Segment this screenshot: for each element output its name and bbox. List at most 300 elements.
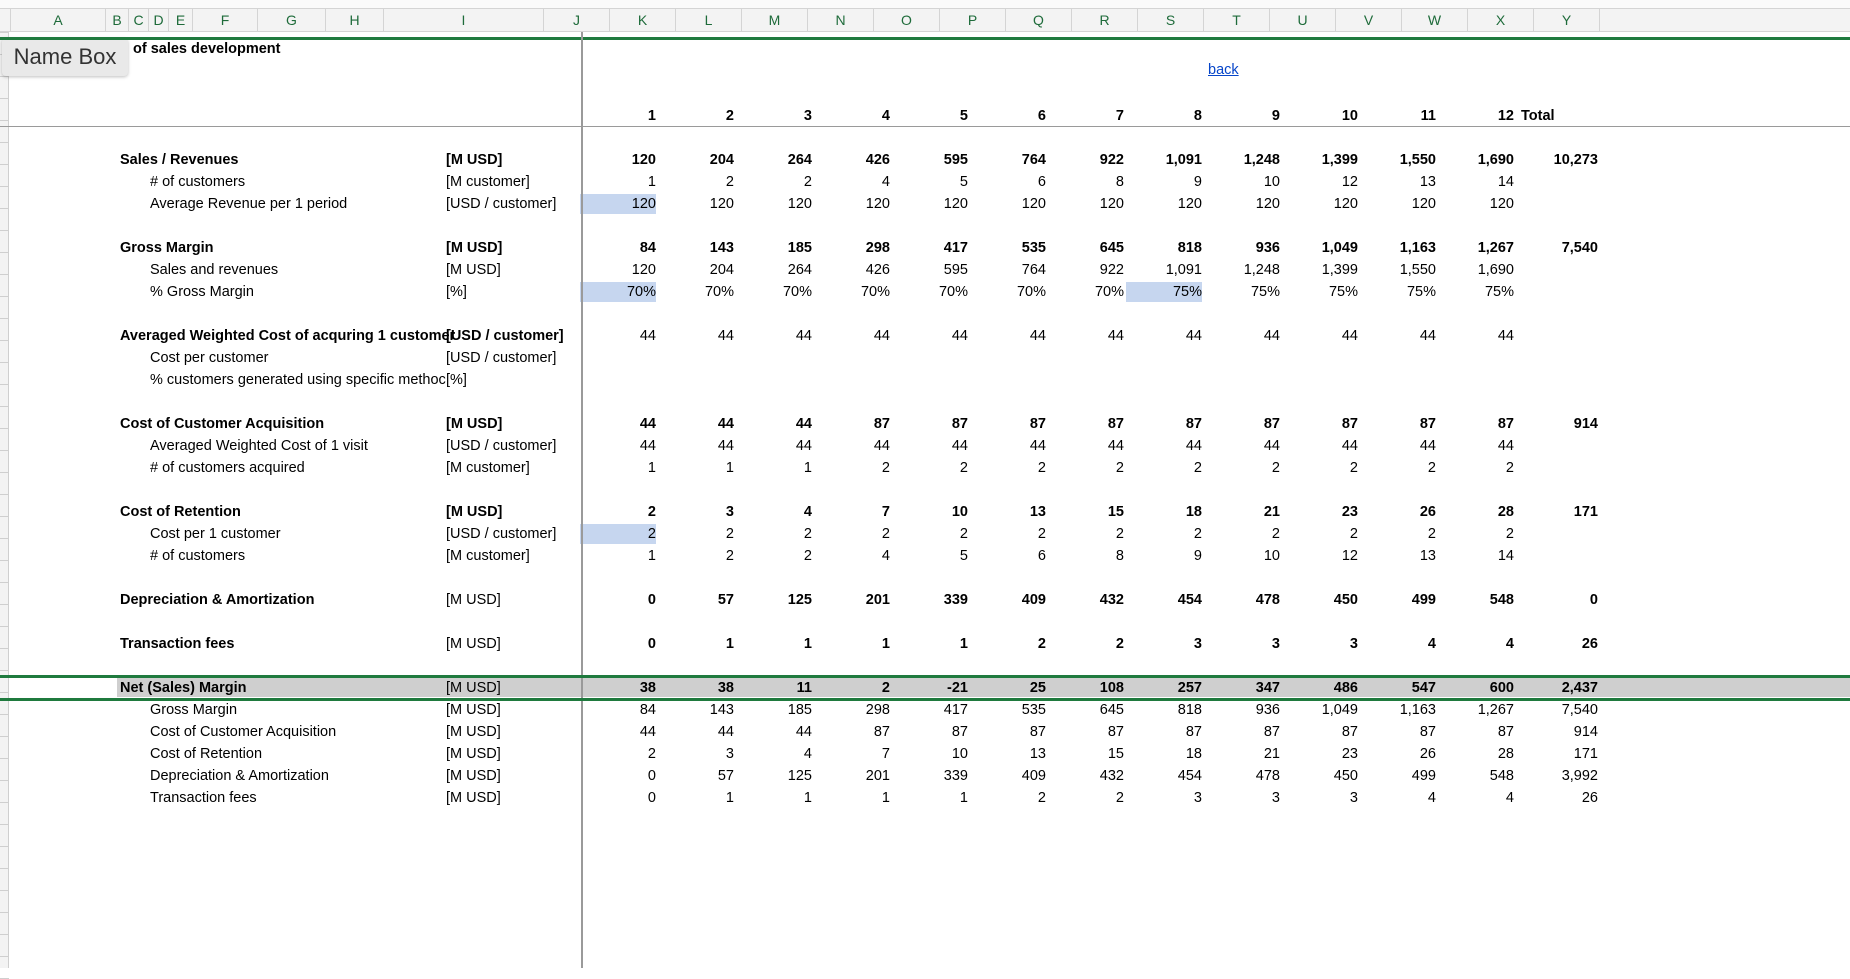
- value-cell[interactable]: 1,248: [1243, 262, 1280, 278]
- value-cell[interactable]: 1: [803, 636, 812, 652]
- value-cell[interactable]: 1,267: [1477, 702, 1514, 718]
- value-cell[interactable]: 44: [1185, 328, 1202, 344]
- value-cell[interactable]: 143: [709, 240, 734, 256]
- value-cell[interactable]: 201: [865, 592, 890, 608]
- value-cell[interactable]: 57: [717, 592, 734, 608]
- value-cell[interactable]: 44: [1107, 328, 1124, 344]
- column-header-c[interactable]: C: [129, 9, 149, 31]
- value-cell[interactable]: 1: [725, 636, 734, 652]
- total-cell[interactable]: 914: [1573, 724, 1598, 740]
- value-cell[interactable]: 120: [631, 152, 656, 168]
- value-cell[interactable]: 3: [1271, 790, 1280, 806]
- value-cell[interactable]: 2: [1115, 460, 1124, 476]
- column-header-l[interactable]: L: [676, 9, 742, 31]
- value-cell[interactable]: 70%: [704, 284, 734, 300]
- value-cell[interactable]: 3: [1193, 790, 1202, 806]
- value-cell[interactable]: 44: [951, 438, 968, 454]
- value-cell[interactable]: 87: [1341, 724, 1358, 740]
- value-cell[interactable]: 87: [1497, 416, 1514, 432]
- value-cell[interactable]: 87: [1107, 724, 1124, 740]
- value-cell[interactable]: 2: [647, 746, 656, 762]
- value-cell[interactable]: 120: [943, 196, 968, 212]
- value-cell[interactable]: 454: [1177, 768, 1202, 784]
- value-cell[interactable]: [814, 370, 890, 390]
- total-cell[interactable]: [1518, 194, 1598, 214]
- value-cell[interactable]: 8: [1115, 548, 1124, 564]
- value-cell[interactable]: 10: [951, 504, 968, 520]
- column-header-p[interactable]: P: [940, 9, 1006, 31]
- value-cell[interactable]: 87: [1107, 416, 1124, 432]
- value-cell[interactable]: 38: [639, 680, 656, 696]
- value-cell[interactable]: 18: [1185, 746, 1202, 762]
- value-cell[interactable]: 44: [1497, 438, 1514, 454]
- value-cell[interactable]: 14: [1497, 174, 1514, 190]
- value-cell[interactable]: 38: [717, 680, 734, 696]
- value-cell[interactable]: 84: [639, 240, 656, 256]
- value-cell[interactable]: 204: [709, 152, 734, 168]
- column-header-t[interactable]: T: [1204, 9, 1270, 31]
- value-cell[interactable]: 120: [1177, 196, 1202, 212]
- value-cell[interactable]: 1,163: [1399, 702, 1436, 718]
- value-cell[interactable]: 3: [725, 504, 734, 520]
- value-cell[interactable]: 10: [951, 746, 968, 762]
- value-cell[interactable]: [1048, 370, 1124, 390]
- value-cell[interactable]: 8: [1115, 174, 1124, 190]
- value-cell[interactable]: 87: [873, 724, 890, 740]
- value-cell[interactable]: 2: [881, 526, 890, 542]
- back-link[interactable]: back: [1208, 62, 1239, 78]
- value-cell[interactable]: [892, 348, 968, 368]
- value-cell[interactable]: 5: [959, 548, 968, 564]
- value-cell[interactable]: 44: [795, 416, 812, 432]
- column-header-u[interactable]: U: [1270, 9, 1336, 31]
- value-cell[interactable]: 44: [873, 328, 890, 344]
- value-cell[interactable]: 3: [1271, 636, 1280, 652]
- value-cell[interactable]: 486: [1333, 680, 1358, 696]
- value-cell[interactable]: 1,267: [1477, 240, 1514, 256]
- value-cell[interactable]: 595: [943, 262, 968, 278]
- value-cell[interactable]: 450: [1333, 768, 1358, 784]
- value-cell[interactable]: 535: [1021, 240, 1046, 256]
- value-cell[interactable]: [1282, 348, 1358, 368]
- value-cell[interactable]: 44: [1263, 328, 1280, 344]
- value-cell[interactable]: 4: [881, 548, 890, 564]
- total-cell[interactable]: [1518, 436, 1598, 456]
- value-cell[interactable]: 87: [1419, 724, 1436, 740]
- value-cell[interactable]: 23: [1341, 504, 1358, 520]
- value-cell[interactable]: 6: [1037, 174, 1046, 190]
- value-cell[interactable]: 44: [1419, 328, 1436, 344]
- value-cell[interactable]: 44: [1029, 328, 1046, 344]
- column-header-s[interactable]: S: [1138, 9, 1204, 31]
- value-cell[interactable]: [1126, 370, 1202, 390]
- value-cell[interactable]: 5: [959, 174, 968, 190]
- value-cell[interactable]: [580, 348, 656, 368]
- value-cell[interactable]: 9: [1193, 548, 1202, 564]
- value-cell[interactable]: [736, 370, 812, 390]
- value-cell[interactable]: 1: [725, 460, 734, 476]
- value-cell[interactable]: [892, 370, 968, 390]
- value-cell[interactable]: 818: [1177, 240, 1202, 256]
- value-cell[interactable]: 87: [1029, 724, 1046, 740]
- value-cell[interactable]: 2: [1115, 636, 1124, 652]
- total-cell[interactable]: [1518, 524, 1598, 544]
- value-cell[interactable]: 75%: [1484, 284, 1514, 300]
- value-cell[interactable]: 264: [787, 262, 812, 278]
- value-cell[interactable]: 818: [1177, 702, 1202, 718]
- total-cell[interactable]: [1518, 458, 1598, 478]
- value-cell[interactable]: 922: [1099, 262, 1124, 278]
- value-cell[interactable]: 2: [803, 174, 812, 190]
- row-header-strip[interactable]: [0, 32, 9, 968]
- value-cell[interactable]: [736, 348, 812, 368]
- value-cell[interactable]: 26: [1419, 746, 1436, 762]
- value-cell[interactable]: 1,049: [1321, 240, 1358, 256]
- value-cell[interactable]: 87: [1341, 416, 1358, 432]
- value-cell[interactable]: 426: [865, 262, 890, 278]
- value-cell[interactable]: 2: [1505, 460, 1514, 476]
- value-cell[interactable]: 75%: [1406, 284, 1436, 300]
- value-cell[interactable]: 2: [725, 174, 734, 190]
- value-cell[interactable]: 120: [865, 196, 890, 212]
- total-cell[interactable]: [1518, 348, 1598, 368]
- value-cell[interactable]: 2: [1271, 460, 1280, 476]
- value-cell[interactable]: 2: [1349, 526, 1358, 542]
- total-cell[interactable]: [1518, 326, 1598, 346]
- value-cell[interactable]: 3: [725, 746, 734, 762]
- total-cell[interactable]: 914: [1573, 416, 1598, 432]
- value-cell[interactable]: 1: [803, 790, 812, 806]
- column-header-o[interactable]: O: [874, 9, 940, 31]
- total-cell[interactable]: [1518, 282, 1598, 302]
- value-cell[interactable]: 4: [1505, 790, 1514, 806]
- value-cell[interactable]: 2: [725, 526, 734, 542]
- value-cell[interactable]: 764: [1021, 262, 1046, 278]
- value-cell[interactable]: 1: [881, 790, 890, 806]
- value-cell[interactable]: 298: [865, 702, 890, 718]
- value-cell[interactable]: 44: [795, 438, 812, 454]
- value-cell[interactable]: 201: [865, 768, 890, 784]
- value-cell[interactable]: 2: [803, 526, 812, 542]
- value-cell[interactable]: 417: [943, 240, 968, 256]
- value-cell[interactable]: 936: [1255, 702, 1280, 718]
- value-cell[interactable]: 44: [873, 438, 890, 454]
- column-header-q[interactable]: Q: [1006, 9, 1072, 31]
- column-header-n[interactable]: N: [808, 9, 874, 31]
- value-cell[interactable]: 1: [959, 790, 968, 806]
- column-header-x[interactable]: X: [1468, 9, 1534, 31]
- total-cell[interactable]: 26: [1581, 790, 1598, 806]
- value-cell[interactable]: 10: [1263, 548, 1280, 564]
- value-cell[interactable]: 13: [1419, 548, 1436, 564]
- value-cell[interactable]: 2: [1037, 460, 1046, 476]
- total-cell[interactable]: [1518, 546, 1598, 566]
- value-cell[interactable]: 44: [1419, 438, 1436, 454]
- value-cell[interactable]: [658, 348, 734, 368]
- value-cell[interactable]: 1: [959, 636, 968, 652]
- column-header-b[interactable]: B: [106, 9, 129, 31]
- value-cell[interactable]: 87: [1185, 416, 1202, 432]
- value-cell[interactable]: 347: [1255, 680, 1280, 696]
- value-cell[interactable]: 143: [709, 702, 734, 718]
- value-cell[interactable]: 120: [787, 196, 812, 212]
- value-cell[interactable]: 70%: [580, 282, 656, 302]
- value-cell[interactable]: 2: [959, 526, 968, 542]
- value-cell[interactable]: 44: [951, 328, 968, 344]
- value-cell[interactable]: [658, 370, 734, 390]
- total-cell[interactable]: [1518, 172, 1598, 192]
- value-cell[interactable]: 2: [1505, 526, 1514, 542]
- value-cell[interactable]: 12: [1341, 174, 1358, 190]
- value-cell[interactable]: 426: [865, 152, 890, 168]
- value-cell[interactable]: 84: [639, 702, 656, 718]
- value-cell[interactable]: 4: [803, 504, 812, 520]
- column-header-v[interactable]: V: [1336, 9, 1402, 31]
- value-cell[interactable]: 2: [1115, 526, 1124, 542]
- value-cell[interactable]: 1,248: [1243, 152, 1280, 168]
- value-cell[interactable]: 44: [1107, 438, 1124, 454]
- value-cell[interactable]: 2: [1427, 526, 1436, 542]
- value-cell[interactable]: 44: [795, 328, 812, 344]
- column-header-r[interactable]: R: [1072, 9, 1138, 31]
- value-cell[interactable]: 1: [647, 460, 656, 476]
- value-cell[interactable]: 1,399: [1321, 152, 1358, 168]
- value-cell[interactable]: 120: [1099, 196, 1124, 212]
- value-cell[interactable]: 70%: [782, 284, 812, 300]
- value-cell[interactable]: 2: [580, 524, 656, 544]
- value-cell[interactable]: 4: [803, 746, 812, 762]
- value-cell[interactable]: 764: [1021, 152, 1046, 168]
- value-cell[interactable]: 87: [1263, 416, 1280, 432]
- value-cell[interactable]: 204: [709, 262, 734, 278]
- value-cell[interactable]: 1: [881, 636, 890, 652]
- value-cell[interactable]: 87: [1419, 416, 1436, 432]
- value-cell[interactable]: [1360, 370, 1436, 390]
- value-cell[interactable]: 125: [787, 768, 812, 784]
- value-cell[interactable]: [1204, 370, 1280, 390]
- value-cell[interactable]: 75%: [1126, 282, 1202, 302]
- value-cell[interactable]: 7: [881, 504, 890, 520]
- value-cell[interactable]: 499: [1411, 592, 1436, 608]
- value-cell[interactable]: 3: [1349, 790, 1358, 806]
- value-cell[interactable]: 13: [1029, 504, 1046, 520]
- column-header-e[interactable]: E: [169, 9, 193, 31]
- value-cell[interactable]: 44: [1029, 438, 1046, 454]
- value-cell[interactable]: 44: [795, 724, 812, 740]
- total-cell[interactable]: [1518, 260, 1598, 280]
- value-cell[interactable]: 1: [803, 460, 812, 476]
- value-cell[interactable]: 75%: [1328, 284, 1358, 300]
- value-cell[interactable]: [1360, 348, 1436, 368]
- value-cell[interactable]: 450: [1333, 592, 1358, 608]
- value-cell[interactable]: 595: [943, 152, 968, 168]
- value-cell[interactable]: 185: [787, 702, 812, 718]
- value-cell[interactable]: 44: [1263, 438, 1280, 454]
- value-cell[interactable]: 4: [1427, 636, 1436, 652]
- value-cell[interactable]: 2: [881, 680, 890, 696]
- value-cell[interactable]: 264: [787, 152, 812, 168]
- total-cell[interactable]: 2,437: [1561, 680, 1598, 696]
- value-cell[interactable]: 499: [1411, 768, 1436, 784]
- value-cell[interactable]: 70%: [1094, 284, 1124, 300]
- value-cell[interactable]: 13: [1029, 746, 1046, 762]
- value-cell[interactable]: 1,550: [1399, 262, 1436, 278]
- value-cell[interactable]: 44: [717, 416, 734, 432]
- value-cell[interactable]: 12: [1341, 548, 1358, 564]
- column-header-w[interactable]: W: [1402, 9, 1468, 31]
- value-cell[interactable]: 478: [1255, 592, 1280, 608]
- value-cell[interactable]: 87: [951, 416, 968, 432]
- value-cell[interactable]: 936: [1255, 240, 1280, 256]
- value-cell[interactable]: 1,399: [1321, 262, 1358, 278]
- value-cell[interactable]: 409: [1021, 768, 1046, 784]
- value-cell[interactable]: 23: [1341, 746, 1358, 762]
- value-cell[interactable]: 120: [1333, 196, 1358, 212]
- value-cell[interactable]: [1204, 348, 1280, 368]
- value-cell[interactable]: 11: [796, 680, 812, 696]
- value-cell[interactable]: 120: [580, 194, 656, 214]
- value-cell[interactable]: 120: [1021, 196, 1046, 212]
- value-cell[interactable]: 2: [1037, 526, 1046, 542]
- column-header-m[interactable]: M: [742, 9, 808, 31]
- value-cell[interactable]: 432: [1099, 592, 1124, 608]
- value-cell[interactable]: 2: [1115, 790, 1124, 806]
- column-header-h[interactable]: H: [326, 9, 384, 31]
- value-cell[interactable]: [970, 370, 1046, 390]
- value-cell[interactable]: 0: [647, 592, 656, 608]
- value-cell[interactable]: 26: [1419, 504, 1436, 520]
- value-cell[interactable]: 1: [725, 790, 734, 806]
- value-cell[interactable]: 645: [1099, 702, 1124, 718]
- value-cell[interactable]: 339: [943, 592, 968, 608]
- value-cell[interactable]: 44: [717, 438, 734, 454]
- value-cell[interactable]: 10: [1263, 174, 1280, 190]
- value-cell[interactable]: 645: [1099, 240, 1124, 256]
- value-cell[interactable]: 1,550: [1399, 152, 1436, 168]
- value-cell[interactable]: 922: [1099, 152, 1124, 168]
- value-cell[interactable]: 2: [1271, 526, 1280, 542]
- value-cell[interactable]: 548: [1489, 768, 1514, 784]
- value-cell[interactable]: 87: [873, 416, 890, 432]
- value-cell[interactable]: 44: [639, 416, 656, 432]
- value-cell[interactable]: 2: [1427, 460, 1436, 476]
- value-cell[interactable]: 1,690: [1477, 262, 1514, 278]
- value-cell[interactable]: 2: [1193, 526, 1202, 542]
- value-cell[interactable]: 1: [647, 548, 656, 564]
- value-cell[interactable]: -21: [947, 680, 968, 696]
- value-cell[interactable]: 44: [1341, 328, 1358, 344]
- column-header-y[interactable]: Y: [1534, 9, 1600, 31]
- value-cell[interactable]: [814, 348, 890, 368]
- value-cell[interactable]: 478: [1255, 768, 1280, 784]
- value-cell[interactable]: 70%: [1016, 284, 1046, 300]
- value-cell[interactable]: 2: [1349, 460, 1358, 476]
- value-cell[interactable]: 298: [865, 240, 890, 256]
- value-cell[interactable]: 0: [647, 790, 656, 806]
- value-cell[interactable]: [1438, 348, 1514, 368]
- value-cell[interactable]: 108: [1099, 680, 1124, 696]
- value-cell[interactable]: 4: [1427, 790, 1436, 806]
- column-header-i[interactable]: I: [384, 9, 544, 31]
- value-cell[interactable]: 547: [1411, 680, 1436, 696]
- total-cell[interactable]: 171: [1573, 504, 1598, 520]
- value-cell[interactable]: 185: [787, 240, 812, 256]
- column-header-g[interactable]: G: [258, 9, 326, 31]
- value-cell[interactable]: 2: [803, 548, 812, 564]
- value-cell[interactable]: 44: [639, 328, 656, 344]
- value-cell[interactable]: 21: [1263, 746, 1280, 762]
- select-all-corner[interactable]: [0, 9, 11, 31]
- value-cell[interactable]: 120: [1255, 196, 1280, 212]
- value-cell[interactable]: [1282, 370, 1358, 390]
- value-cell[interactable]: 1: [647, 174, 656, 190]
- value-cell[interactable]: [1438, 370, 1514, 390]
- value-cell[interactable]: 120: [631, 262, 656, 278]
- value-cell[interactable]: 1,049: [1321, 702, 1358, 718]
- column-header-a[interactable]: A: [11, 9, 106, 31]
- value-cell[interactable]: 70%: [938, 284, 968, 300]
- column-header-j[interactable]: J: [544, 9, 610, 31]
- value-cell[interactable]: 44: [1341, 438, 1358, 454]
- value-cell[interactable]: 44: [1497, 328, 1514, 344]
- value-cell[interactable]: 44: [717, 328, 734, 344]
- value-cell[interactable]: 120: [709, 196, 734, 212]
- total-cell[interactable]: 0: [1589, 592, 1598, 608]
- value-cell[interactable]: 44: [717, 724, 734, 740]
- value-cell[interactable]: 87: [1029, 416, 1046, 432]
- value-cell[interactable]: [580, 370, 656, 390]
- value-cell[interactable]: 2: [725, 548, 734, 564]
- value-cell[interactable]: 28: [1497, 504, 1514, 520]
- value-cell[interactable]: 1,091: [1165, 152, 1202, 168]
- value-cell[interactable]: 600: [1489, 680, 1514, 696]
- value-cell[interactable]: 2: [959, 460, 968, 476]
- value-cell[interactable]: 2: [647, 504, 656, 520]
- value-cell[interactable]: 14: [1497, 548, 1514, 564]
- value-cell[interactable]: 4: [1505, 636, 1514, 652]
- value-cell[interactable]: [1126, 348, 1202, 368]
- value-cell[interactable]: 548: [1489, 592, 1514, 608]
- value-cell[interactable]: 6: [1037, 548, 1046, 564]
- value-cell[interactable]: [970, 348, 1046, 368]
- column-header-f[interactable]: F: [193, 9, 258, 31]
- value-cell[interactable]: 1,091: [1165, 262, 1202, 278]
- total-cell[interactable]: [1518, 370, 1598, 390]
- value-cell[interactable]: 21: [1263, 504, 1280, 520]
- value-cell[interactable]: 0: [647, 636, 656, 652]
- value-cell[interactable]: 18: [1185, 504, 1202, 520]
- value-cell[interactable]: 120: [1411, 196, 1436, 212]
- value-cell[interactable]: 2: [881, 460, 890, 476]
- value-cell[interactable]: 87: [951, 724, 968, 740]
- value-cell[interactable]: 2: [1193, 460, 1202, 476]
- value-cell[interactable]: 9: [1193, 174, 1202, 190]
- value-cell[interactable]: 3: [1349, 636, 1358, 652]
- total-cell[interactable]: 10,273: [1553, 152, 1598, 168]
- value-cell[interactable]: 25: [1029, 680, 1046, 696]
- value-cell[interactable]: 44: [1185, 438, 1202, 454]
- value-cell[interactable]: 28: [1497, 746, 1514, 762]
- value-cell[interactable]: 87: [1497, 724, 1514, 740]
- value-cell[interactable]: 0: [647, 768, 656, 784]
- total-cell[interactable]: 7,540: [1561, 702, 1598, 718]
- value-cell[interactable]: 417: [943, 702, 968, 718]
- value-cell[interactable]: 454: [1177, 592, 1202, 608]
- value-cell[interactable]: 15: [1107, 504, 1124, 520]
- value-cell[interactable]: 2: [1037, 636, 1046, 652]
- value-cell[interactable]: 2: [1037, 790, 1046, 806]
- value-cell[interactable]: 44: [639, 724, 656, 740]
